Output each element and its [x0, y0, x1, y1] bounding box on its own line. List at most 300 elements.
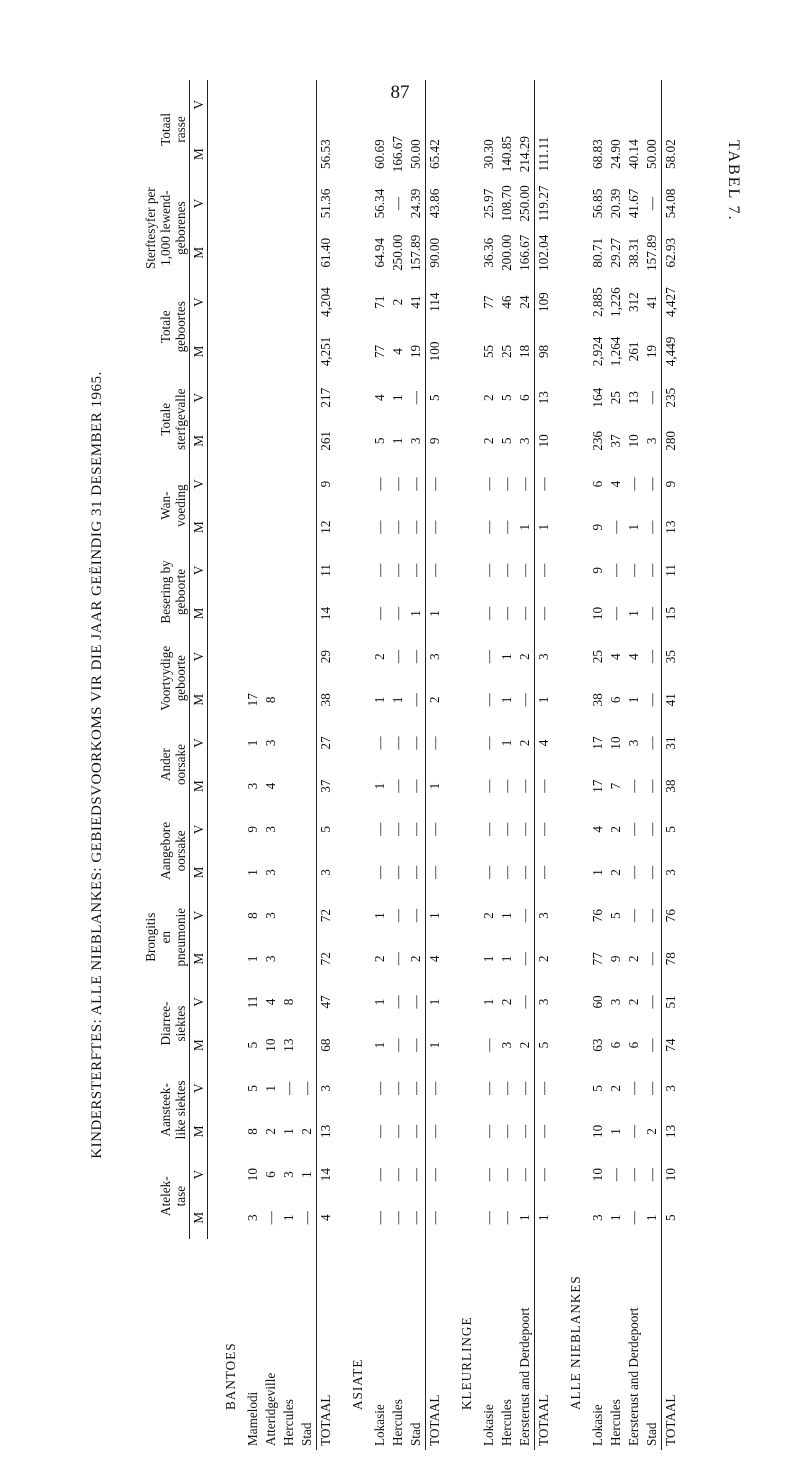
table-cell: 38 — [662, 765, 681, 808]
table-cell: 24.39 — [408, 188, 423, 219]
table-cell: — — [499, 1168, 514, 1182]
table-cell: 10 — [245, 1168, 260, 1182]
table-cell: 13 — [662, 1110, 681, 1153]
table-cell: 1 — [499, 739, 514, 747]
table-cell: — — [372, 563, 387, 577]
table-cell: 41 — [644, 295, 659, 309]
table-cell: — — [499, 779, 514, 793]
table-cell: 50.00 — [644, 139, 659, 169]
table-cell: 108.70 — [499, 185, 514, 222]
table-cell — [298, 376, 317, 419]
table-cell — [262, 376, 280, 419]
table-cell: — — [390, 477, 405, 491]
table-cell: 1 — [372, 696, 387, 704]
table-cell: 78 — [662, 937, 681, 980]
table-cell: 4 — [426, 937, 445, 980]
table-cell — [280, 678, 298, 721]
table-cell: 2 — [372, 955, 387, 963]
table-cell: 1,226 — [608, 287, 623, 317]
table-cell: 2 — [390, 298, 405, 306]
table-cell: — — [372, 865, 387, 880]
table-cell: — — [372, 1211, 387, 1225]
table-cell: — — [535, 765, 554, 808]
table-cell: 3 — [263, 955, 278, 963]
section-title: ASIATE — [350, 1358, 365, 1410]
row-label: TOTAAL — [535, 1239, 554, 1450]
table-cell: — — [408, 391, 423, 405]
table-cell: 3 — [245, 782, 260, 790]
table-cell — [244, 506, 262, 549]
table-row — [643, 80, 662, 1450]
table-cell — [280, 327, 298, 376]
table-cell: — — [499, 606, 514, 621]
table-cell: — — [481, 477, 496, 491]
table-cell — [262, 129, 280, 178]
table-cell — [280, 179, 298, 228]
table-cell — [480, 80, 498, 129]
sex-subheader: M — [190, 419, 208, 462]
table-cell: — — [481, 1081, 496, 1095]
table-cell: 47 — [317, 980, 336, 1023]
table-cell: — — [644, 477, 659, 491]
table-cell — [643, 80, 662, 129]
table-cell — [280, 937, 298, 980]
table-cell: 6 — [517, 394, 532, 401]
table-cell: — — [608, 520, 623, 534]
table-cell: 17 — [590, 736, 605, 750]
table-cell: 1 — [245, 739, 260, 747]
table-cell: — — [408, 520, 423, 534]
table-cell: — — [608, 563, 623, 577]
table-cell — [280, 808, 298, 851]
table-cell: 2,924 — [590, 336, 605, 367]
table-cell: 3 — [263, 826, 278, 833]
row-label: Stad — [299, 1422, 314, 1446]
row-label: Hercules — [608, 1399, 623, 1446]
table-cell: — — [390, 1038, 405, 1052]
sex-subheader: M — [190, 851, 208, 894]
table-cell: 60.69 — [372, 139, 387, 169]
table-cell: — — [499, 520, 514, 534]
table-cell: 1 — [626, 696, 641, 704]
table-cell: 3 — [408, 437, 423, 445]
table-cell: 2 — [426, 678, 445, 721]
table-cell: 217 — [317, 376, 336, 419]
table-cell: 41 — [408, 295, 423, 309]
table-cell — [244, 592, 262, 635]
table-cell: 1 — [372, 912, 387, 919]
table-cell: 2,885 — [590, 287, 605, 317]
table-cell: — — [481, 1038, 496, 1052]
table-cell: 24 — [517, 295, 532, 309]
table-cell: — — [644, 1038, 659, 1052]
table-cell: 119.27 — [535, 179, 554, 228]
table-cell: 12 — [317, 506, 336, 549]
sex-subheader: V — [190, 721, 208, 764]
table-cell: 4 — [608, 480, 623, 488]
sex-subheader: M — [190, 506, 208, 549]
table-cell: 1 — [499, 955, 514, 963]
sex-subheader: M — [190, 129, 208, 178]
table-cell: 3 — [317, 851, 336, 894]
table-cell: 4 — [590, 826, 605, 833]
table-cell: — — [535, 808, 554, 851]
table-cell — [298, 129, 317, 178]
table-cell: 9 — [662, 462, 681, 505]
table-cell — [298, 179, 317, 228]
table-cell — [516, 80, 535, 129]
table-cell: — — [644, 196, 659, 211]
column-group-header: Diarree- siektes — [142, 980, 190, 1066]
section-title: KLEURLINGE — [459, 1316, 474, 1410]
table-cell: 17 — [590, 779, 605, 793]
table-cell: 1 — [426, 765, 445, 808]
table-cell: 2 — [481, 394, 496, 401]
table-cell: — — [408, 822, 423, 836]
table-cell: — — [626, 865, 641, 880]
table-cell: 1 — [390, 437, 405, 445]
page-number: 87 — [390, 82, 410, 103]
table-cell: — — [626, 1211, 641, 1225]
table-cell: 60 — [590, 995, 605, 1009]
header-blank — [190, 1239, 208, 1450]
table-cell: 1 — [535, 506, 554, 549]
table-row — [407, 80, 426, 1450]
table-cell: — — [481, 563, 496, 577]
sex-subheader: V — [190, 376, 208, 419]
table-cell — [280, 765, 298, 808]
section-header-row — [444, 80, 480, 1450]
table-cell: 5 — [590, 1084, 605, 1092]
table-cell: 40.14 — [626, 139, 641, 169]
table-cell: — — [408, 995, 423, 1009]
table-cell — [298, 937, 317, 980]
table-cell — [589, 80, 607, 129]
table-cell: 29.27 — [608, 237, 623, 268]
table-cell: — — [390, 736, 405, 750]
sex-subheader: V — [190, 179, 208, 228]
table-cell — [262, 419, 280, 462]
table-cell: 5 — [245, 1084, 260, 1092]
table-cell: — — [644, 606, 659, 621]
column-group-header: Ander oorsake — [142, 721, 190, 807]
table-cell: 20.39 — [608, 188, 623, 219]
sex-subheader: V — [190, 1067, 208, 1110]
table-cell — [625, 80, 643, 129]
table-cell: — — [390, 1168, 405, 1182]
table-cell — [280, 592, 298, 635]
table-cell: — — [626, 477, 641, 491]
table-cell: — — [499, 1211, 514, 1225]
table-cell: 19 — [408, 344, 423, 359]
header-blank — [142, 1239, 190, 1450]
row-label: Mamelodi — [245, 1391, 260, 1446]
table-cell — [262, 506, 280, 549]
table-cell: 10 — [263, 1038, 278, 1052]
mortality-table — [142, 80, 680, 1450]
table-cell: 3 — [535, 635, 554, 678]
table-cell: 25.97 — [481, 188, 496, 219]
table-cell: — — [426, 1110, 445, 1153]
column-group-header: Brongitis en pneumonie — [142, 894, 190, 980]
table-cell: 37 — [608, 434, 623, 448]
table-cell — [298, 80, 317, 129]
table-cell: 1 — [263, 1084, 278, 1092]
table-cell: 2 — [626, 955, 641, 963]
table-cell: — — [481, 736, 496, 750]
table-cell: — — [644, 952, 659, 966]
table-cell: 1 — [481, 955, 496, 963]
table-cell — [371, 80, 389, 129]
table-cell: 3 — [263, 912, 278, 919]
section-title: BANTOES — [223, 1342, 238, 1410]
table-cell: — — [408, 1124, 423, 1139]
table-cell — [244, 462, 262, 505]
table-cell: — — [408, 865, 423, 880]
table-cell: — — [390, 952, 405, 966]
table-cell — [262, 635, 280, 678]
table-cell: 68 — [317, 1024, 336, 1067]
table-cell — [662, 80, 681, 129]
table-cell — [280, 129, 298, 178]
table-cell: — — [626, 779, 641, 793]
table-cell: 14 — [317, 592, 336, 635]
table-cell: 6 — [590, 480, 605, 488]
table-cell — [280, 851, 298, 894]
table-cell: — — [626, 909, 641, 923]
table-cell: 72 — [317, 894, 336, 937]
table-cell: 38 — [590, 693, 605, 707]
table-cell — [244, 277, 262, 326]
table-cell: 4 — [608, 653, 623, 660]
table-cell: 5 — [499, 394, 514, 401]
table-cell — [280, 376, 298, 419]
table-cell: — — [263, 1211, 278, 1225]
table-cell: — — [390, 606, 405, 621]
table-cell: — — [517, 1124, 532, 1139]
table-cell: 235 — [662, 376, 681, 419]
table-cell: 1 — [372, 998, 387, 1006]
table-cell: 2 — [299, 1128, 314, 1135]
table-cell: 1 — [535, 1196, 554, 1239]
total-row — [317, 80, 336, 1450]
sex-subheader: V — [190, 635, 208, 678]
table-cell — [298, 549, 317, 592]
rotated-table-stage — [80, 60, 760, 1460]
table-cell — [262, 228, 280, 277]
table-cell: 1 — [499, 912, 514, 919]
table-row — [516, 80, 535, 1450]
table-cell: 3 — [535, 894, 554, 937]
table-cell: 62.93 — [662, 228, 681, 277]
table-cell: 5 — [245, 1041, 260, 1049]
table-cell: — — [481, 693, 496, 707]
table-cell — [262, 462, 280, 505]
table-cell: 3 — [626, 739, 641, 747]
table-cell: — — [626, 1168, 641, 1182]
table-row — [589, 80, 607, 1450]
table-cell: 1 — [517, 1214, 532, 1222]
table-cell: — — [626, 1124, 641, 1139]
sex-subheader: V — [190, 1153, 208, 1196]
table-cell — [498, 80, 516, 129]
table-cell: 72 — [317, 937, 336, 980]
table-cell — [280, 549, 298, 592]
table-cell: 25 — [590, 650, 605, 664]
table-cell: 41.67 — [626, 188, 641, 219]
table-cell: 5 — [662, 1196, 681, 1239]
table-cell: — — [426, 721, 445, 764]
table-cell: 6 — [626, 1041, 641, 1049]
table-cell: 35 — [662, 635, 681, 678]
table-cell: — — [390, 1081, 405, 1095]
table-cell: — — [426, 808, 445, 851]
table-cell: 3 — [245, 1214, 260, 1222]
table-cell: 9 — [590, 523, 605, 531]
table-cell: 98 — [535, 327, 554, 376]
table-cell: — — [408, 1081, 423, 1095]
table-cell: 5 — [662, 808, 681, 851]
table-cell: 166.67 — [390, 136, 405, 173]
table-cell: 3 — [535, 980, 554, 1023]
row-label: Atteridgeville — [263, 1372, 278, 1446]
table-cell: 1 — [426, 894, 445, 937]
table-cell: 56.34 — [372, 188, 387, 219]
table-cell: 2 — [535, 937, 554, 980]
table-cell: — — [499, 477, 514, 491]
table-cell: — — [517, 563, 532, 577]
table-cell: 2 — [499, 998, 514, 1006]
table-cell: 140.85 — [499, 136, 514, 173]
row-label: Stad — [408, 1422, 423, 1446]
table-cell: 1 — [426, 1024, 445, 1067]
table-cell: 77 — [481, 295, 496, 309]
table-cell: — — [644, 909, 659, 923]
table-cell — [298, 419, 317, 462]
table-cell: 5 — [535, 1024, 554, 1067]
table-cell: 10 — [535, 419, 554, 462]
table-cell — [280, 462, 298, 505]
table-cell: 4 — [390, 348, 405, 355]
table-cell: 1 — [590, 869, 605, 876]
table-cell: 4,251 — [317, 327, 336, 376]
table-cell: 76 — [662, 894, 681, 937]
table-cell: 27 — [317, 721, 336, 764]
table-cell: — — [299, 1081, 314, 1095]
table-cell — [607, 80, 625, 129]
table-cell: — — [390, 196, 405, 211]
table-cell: — — [517, 822, 532, 836]
table-cell: — — [481, 1211, 496, 1225]
table-cell: — — [408, 650, 423, 664]
table-cell — [262, 592, 280, 635]
table-cell: 51 — [662, 980, 681, 1023]
table-cell: 80.71 — [590, 237, 605, 268]
table-cell: 14 — [317, 1153, 336, 1196]
table-cell: 1 — [281, 1128, 296, 1135]
table-cell: — — [535, 1110, 554, 1153]
total-row — [662, 80, 681, 1450]
table-cell: 1 — [299, 1171, 314, 1178]
table-cell: 3 — [317, 1067, 336, 1110]
sex-subheader: M — [190, 1110, 208, 1153]
table-cell: — — [372, 1124, 387, 1139]
table-cell: 1 — [517, 523, 532, 531]
table-cell: — — [499, 865, 514, 880]
table-cell: 102.04 — [535, 228, 554, 277]
table-cell: — — [644, 650, 659, 664]
table-cell — [389, 80, 407, 129]
table-cell — [280, 80, 298, 129]
table-cell: 261 — [626, 341, 641, 362]
table-cell: 2 — [644, 1128, 659, 1135]
sex-subheader: M — [190, 1024, 208, 1067]
table-cell: 2 — [517, 1041, 532, 1049]
table-cell: — — [644, 995, 659, 1009]
table-cell: 1 — [499, 653, 514, 660]
table-cell — [298, 277, 317, 326]
table-cell: 1 — [626, 610, 641, 617]
table-cell: 2 — [608, 826, 623, 833]
table-cell: 25 — [499, 344, 514, 359]
table-cell: — — [408, 1211, 423, 1225]
table-cell: 3 — [263, 739, 278, 747]
table-cell: 3 — [644, 437, 659, 445]
sex-subheader: M — [190, 765, 208, 808]
table-cell: — — [408, 1038, 423, 1052]
table-cell: 1 — [499, 696, 514, 704]
table-cell: 261 — [317, 419, 336, 462]
table-cell: 10 — [590, 1124, 605, 1139]
table-cell: — — [390, 563, 405, 577]
table-cell: 3 — [662, 1067, 681, 1110]
table-cell: 10 — [662, 1153, 681, 1196]
table-cell: — — [644, 779, 659, 793]
table-cell — [298, 721, 317, 764]
table-cell: — — [535, 1153, 554, 1196]
table-cell — [244, 80, 262, 129]
table-cell: — — [390, 865, 405, 880]
table-cell: — — [608, 1168, 623, 1182]
table-cell: 4,427 — [662, 277, 681, 326]
table-label: TABEL 7. — [725, 140, 742, 222]
table-cell: 3 — [517, 437, 532, 445]
table-cell — [298, 462, 317, 505]
table-cell: 74 — [662, 1024, 681, 1067]
table-cell: 8 — [263, 696, 278, 704]
table-cell: 6 — [263, 1171, 278, 1178]
table-cell: 5 — [608, 912, 623, 919]
sex-subheader: V — [190, 80, 208, 129]
table-cell: 8 — [281, 998, 296, 1006]
table-cell: 1 — [644, 1214, 659, 1222]
table-cell: 7 — [608, 782, 623, 790]
table-cell: 3 — [608, 998, 623, 1006]
table-cell: 56.85 — [590, 188, 605, 219]
row-label: Hercules — [499, 1399, 514, 1446]
table-row — [280, 80, 298, 1450]
table-cell: 1 — [608, 1214, 623, 1222]
table-cell: — — [408, 1168, 423, 1182]
table-cell: — — [481, 779, 496, 793]
table-cell: 77 — [372, 344, 387, 359]
table-cell: 5 — [372, 437, 387, 445]
row-label: Lokasie — [481, 1404, 496, 1446]
column-group-header: Aangebore oorsake — [142, 808, 190, 894]
table-cell — [280, 506, 298, 549]
table-cell: — — [372, 736, 387, 750]
table-cell — [298, 980, 317, 1023]
